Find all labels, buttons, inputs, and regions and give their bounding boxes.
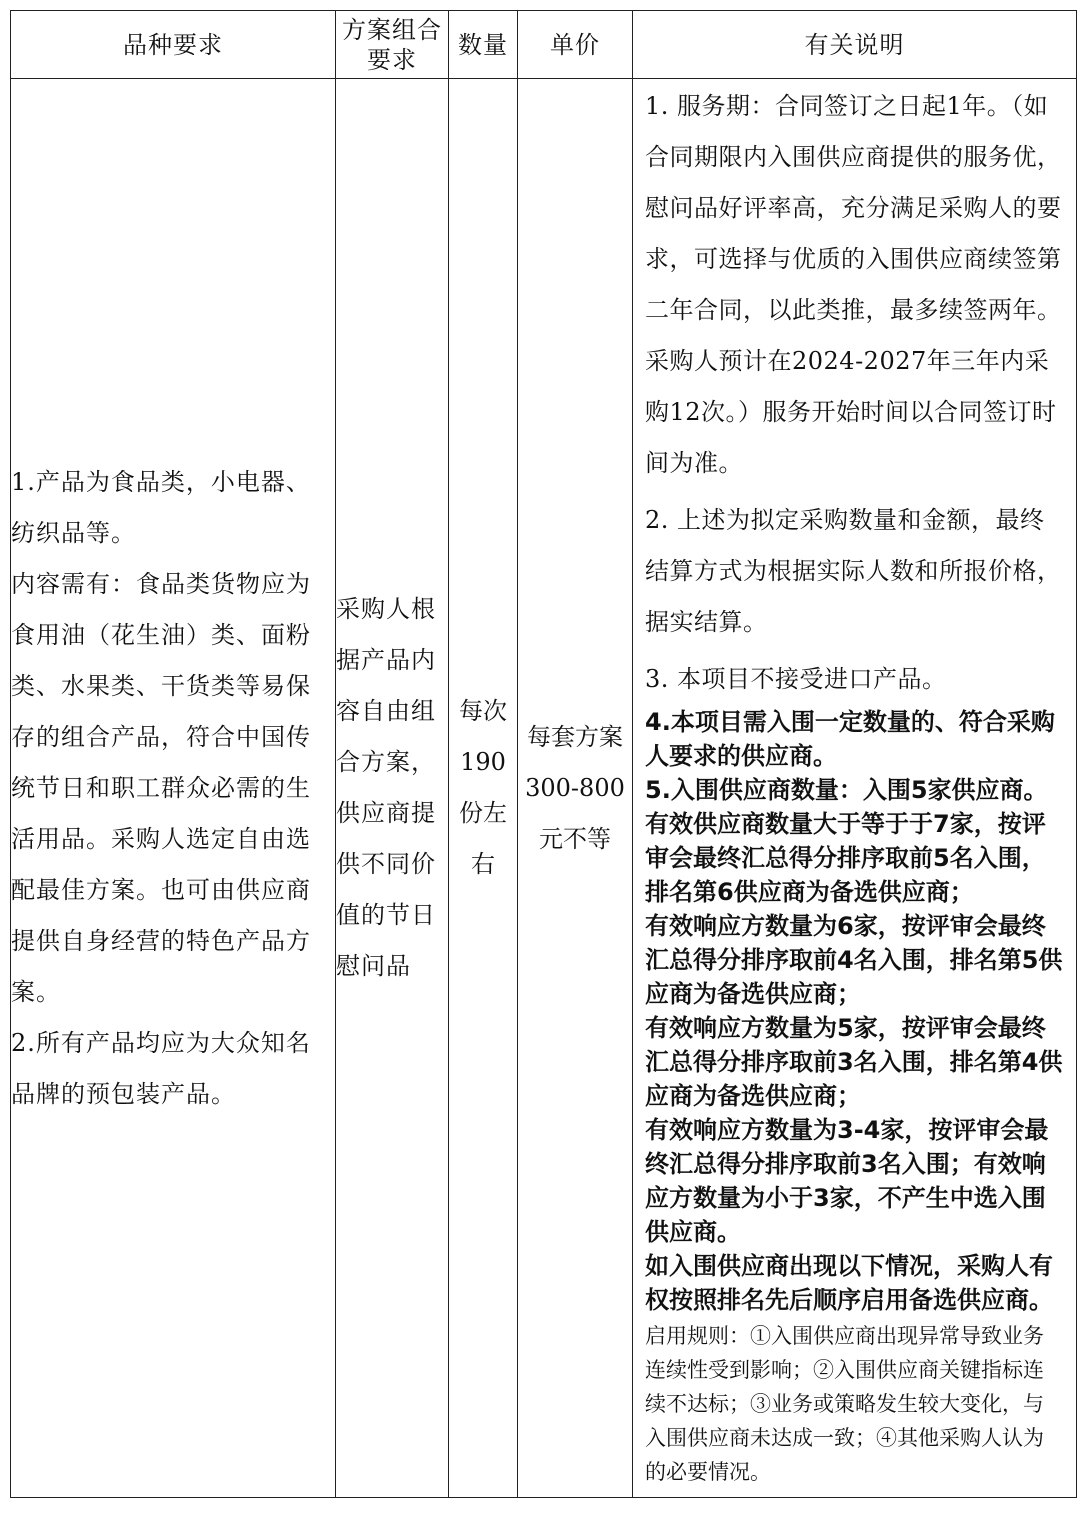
note-settlement: 2. 上述为拟定采购数量和金额，最终结算方式为根据实际人数和所报价格，据实结算。	[645, 506, 1062, 636]
procurement-spec-table	[10, 10, 1077, 1498]
table-row	[11, 79, 1077, 1498]
note-backup-activation: 如入围供应商出现以下情况，采购人有权按照排名先后顺序启用备选供应商。	[645, 1252, 1053, 1314]
requirement-item: 内容需有：食品类货物应为食用油（花生油）类、面粉类、水果类、干货类等易保存的组合产品，符合中国传统节日和职工群众必需的生活用品。采购人选定自由选配最佳方案。也可由供应商提供自身经营的特色产品方案。	[11, 569, 311, 1006]
scheme-cell: 采购人根据产品内容自由组合方案，供应商提供不同价值的节日慰问品	[336, 79, 449, 1498]
price-cell: 每套方案300-800元不等	[518, 79, 633, 1498]
notes-cell	[633, 79, 1077, 1498]
header-quantity: 数量	[449, 11, 518, 79]
note-no-import: 3. 本项目不接受进口产品。	[645, 665, 947, 693]
requirement-item: 2.所有产品均应为大众知名品牌的预包装产品。	[11, 1028, 311, 1108]
note-five-responders: 有效响应方数量为5家，按评审会最终汇总得分排序取前3名入围，排名第4供应商为备选供应商；	[645, 1014, 1063, 1110]
requirements-cell	[11, 79, 336, 1498]
header-scheme: 方案组合要求	[336, 11, 449, 79]
note-service-period: 1. 服务期：合同签订之日起1年。（如合同期限内入围供应商提供的服务优，慰问品好评率高，充分满足采购人的要求，可选择与优质的入围供应商续签第二年合同，以此类推，最多续签两年。采购人预计在2024-2027年三年内采购12次。）服务开始时间以合同签订时间为准。	[645, 92, 1062, 477]
quantity-cell: 每次190份左右	[449, 79, 518, 1498]
note-three-four-responders: 有效响应方数量为3-4家，按评审会最终汇总得分排序取前3名入围；有效响应方数量为小于3家，不产生中选入围供应商。	[645, 1116, 1049, 1246]
requirement-item: 1.产品为食品类，小电器、纺织品等。	[11, 467, 311, 547]
note-six-responders: 有效响应方数量为6家，按评审会最终汇总得分排序取前4名入围，排名第5供应商为备选供应商；	[645, 912, 1063, 1008]
note-shortlist: 4.本项目需入围一定数量的、符合采购人要求的供应商。	[645, 708, 1055, 770]
table-header-row	[11, 11, 1077, 79]
note-supplier-count: 5.入围供应商数量：入围5家供应商。有效供应商数量大于等于于7家，按评审会最终汇总得分排序取前5名入围，排名第6供应商为备选供应商；	[645, 776, 1048, 906]
header-price: 单价	[518, 11, 633, 79]
note-activation-rules: 启用规则：①入围供应商出现异常导致业务连续性受到影响；②入围供应商关键指标连续不达标；③业务或策略发生较大变化，与入围供应商未达成一致；④其他采购人认为的必要情况。	[645, 1324, 1044, 1484]
header-requirements: 品种要求	[11, 11, 336, 79]
header-notes: 有关说明	[633, 11, 1077, 79]
